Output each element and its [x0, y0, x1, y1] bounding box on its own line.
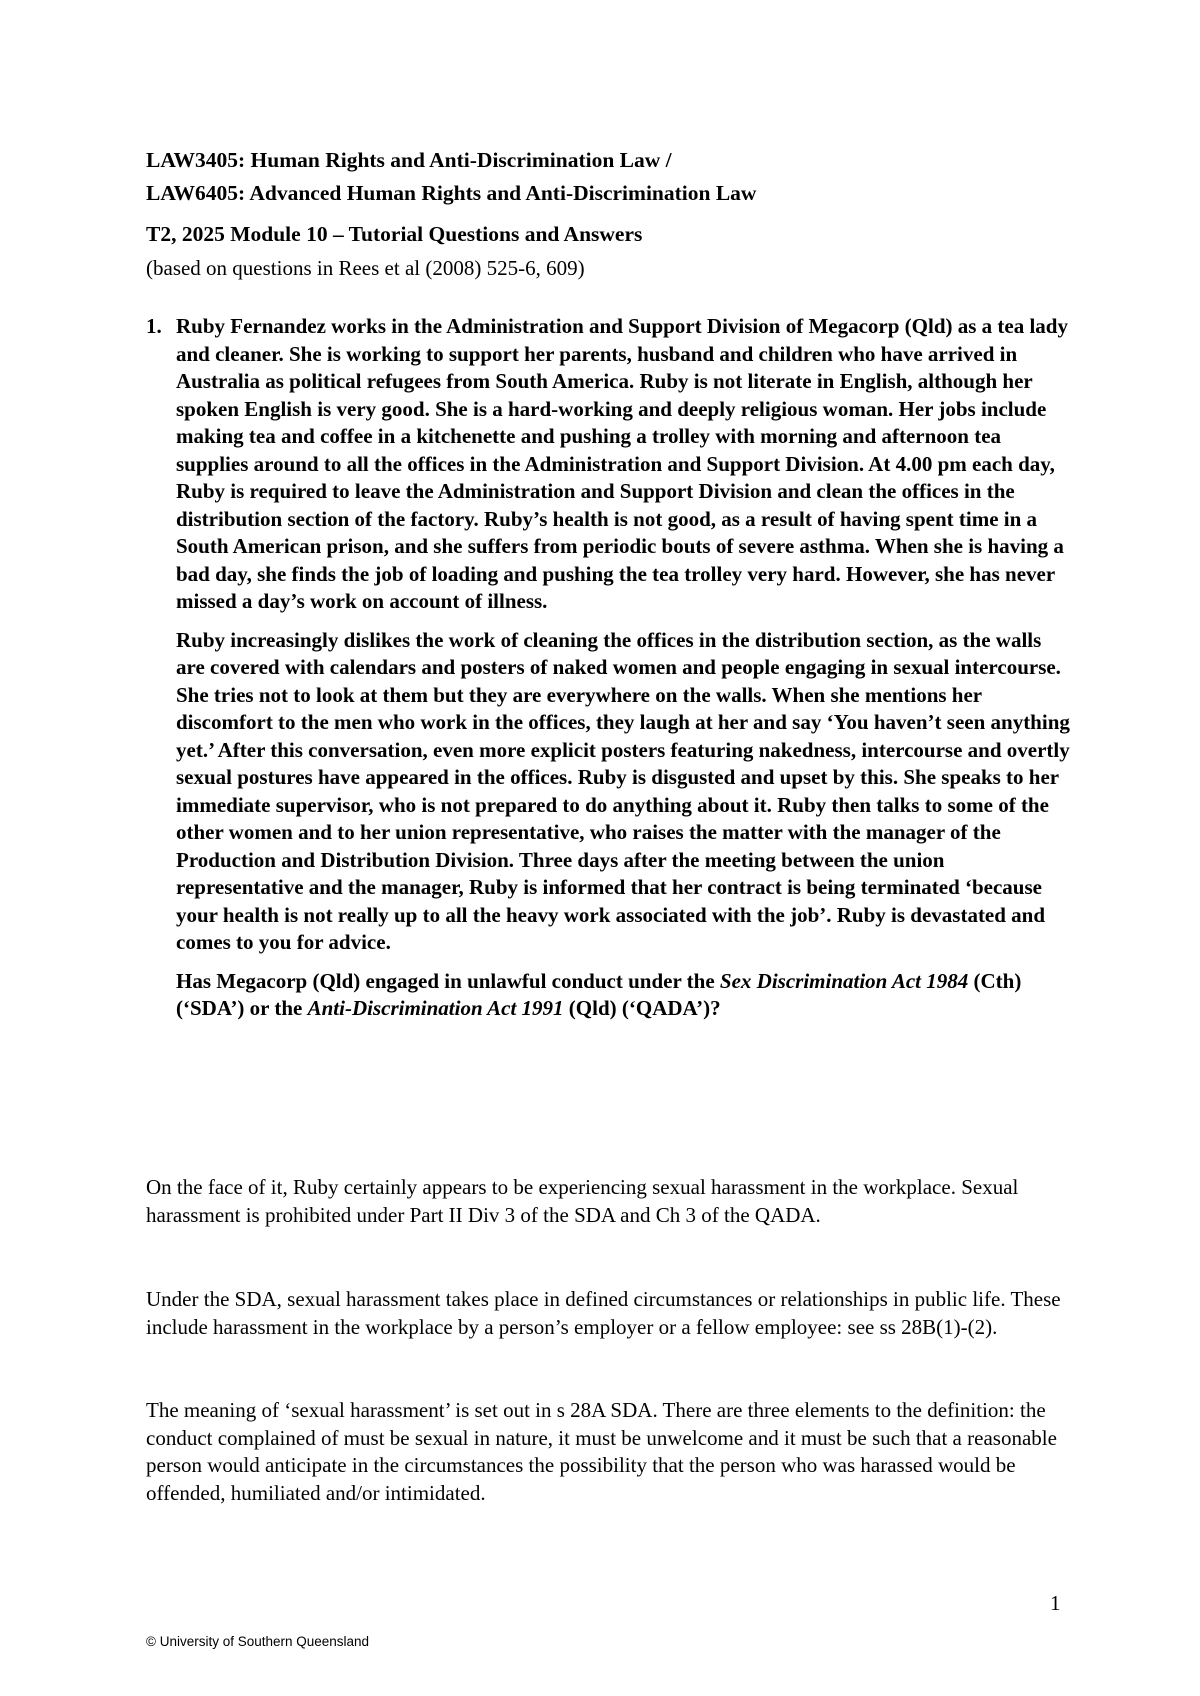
- page-number: 1: [1050, 1591, 1061, 1615]
- question-1: [146, 313, 1071, 1034]
- question-ask: [176, 968, 1071, 1023]
- question-paragraph-2: Ruby increasingly dislikes the work of cleaning the offices in the distribution section, as the walls are covered with calendars and posters of naked women and people engaging in sexual intercourse. She tries not to look at them but they are everywhere on the walls. When she mentions her discomfort to the men who work in the offices, they laugh at her and say ‘You haven’t seen anything yet.’ After this conversation, even more explicit posters featuring nakedness, intercourse and overtly sexual postures have appeared in the offices. Ruby is disgusted and upset by this. She speaks to her immediate supervisor, who is not prepared to do anything about it. Ruby then talks to some of the other women and to her union representative, who raises the matter with the manager of the Production and Distribution Division. Three days after the meeting between the union representative and the manager, Ruby is informed that her contract is being terminated ‘because your health is not really up to all the heavy work associated with the job’. Ruby is devastated and comes to you for advice.: [176, 627, 1070, 954]
- question-ask-suffix: (Qld) (‘QADA’)?: [563, 996, 721, 1020]
- course-title-line-2: LAW6405: Advanced Human Rights and Anti-Discrimination Law: [146, 181, 757, 205]
- question-paragraph-1: Ruby Fernandez works in the Administration and Support Division of Megacorp (Qld) as a tea lady and cleaner. She is working to support her parents, husband and children who have arrived in Australia as political refugees from South America. Ruby is not literate in English, although her spoken English is very good. She is a hard-working and deeply religious woman. Her jobs include making tea and coffee in a kitchenette and pushing a trolley with morning and afternoon tea supplies around to all the offices in the Administration and Support Division. At 4.00 pm each day, Ruby is required to leave the Administration and Support Division and clean the offices in the distribution section of the factory. Ruby’s health is not good, as a result of having spent time in a South American prison, and she suffers from periodic bouts of severe asthma. When she is having a bad day, she finds the job of loading and pushing the tea trolley very hard. However, she has never missed a day’s work on account of illness.: [176, 314, 1068, 613]
- qada-act-name: Anti-Discrimination Act 1991: [307, 996, 564, 1020]
- answer-paragraph-2: Under the SDA, sexual harassment takes place in defined circumstances or relationships in public life. These include harassment in the workplace by a person’s employer or a fellow employee: see ss 28B(1)-(2).: [146, 1287, 1061, 1339]
- question-ask-prefix: Has Megacorp (Qld) engaged in unlawful conduct under the: [176, 968, 720, 993]
- sda-act-name: Sex Discrimination Act 1984: [719, 968, 969, 993]
- copyright-footer: © University of Southern Queensland: [146, 1634, 370, 1649]
- course-title-line-1: LAW3405: Human Rights and Anti-Discrimination Law /: [146, 148, 672, 172]
- module-title: T2, 2025 Module 10 – Tutorial Questions and Answers: [146, 222, 643, 246]
- source-note: (based on questions in Rees et al (2008) 525-6, 609): [146, 256, 585, 280]
- question-number: 1.: [146, 314, 162, 338]
- question-ask-mid: (Cth) (‘SDA’) or the: [176, 968, 1022, 1020]
- answer-paragraph-3: The meaning of ‘sexual harassment’ is set out in s 28A SDA. There are three elements to the definition: the conduct complained of must be sexual in nature, it must be unwelcome and it must be such that a reasonable person would anticipate in the circumstances the possibility that the person who was harassed would be offended, humiliated and/or intimidated.: [146, 1398, 1057, 1505]
- answer-paragraph-1: On the face of it, Ruby certainly appears to be experiencing sexual harassment in the workplace. Sexual harassment is prohibited under Part II Div 3 of the SDA and Ch 3 of the QADA.: [146, 1175, 1019, 1227]
